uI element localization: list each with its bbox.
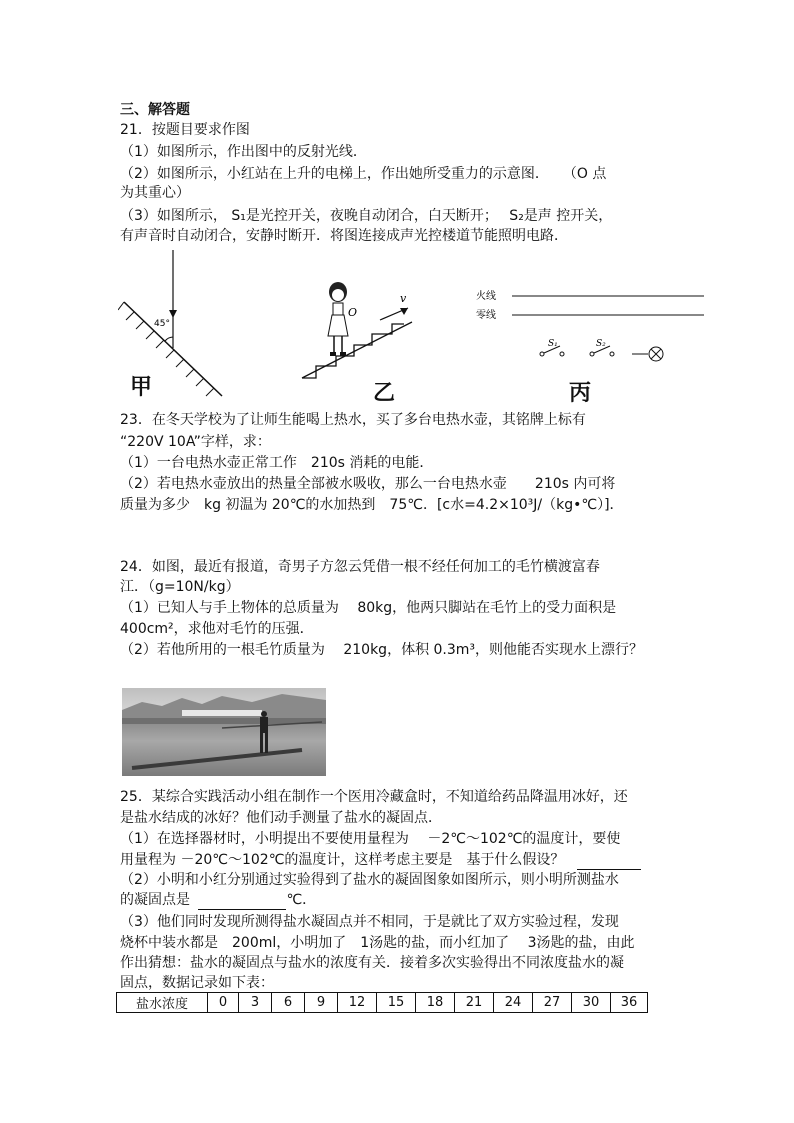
bamboo-crossing-photo [122,688,326,776]
girl-icon [328,282,348,356]
q25-line6 [120,890,316,910]
table-cell: 3 [239,993,272,1013]
q25-line1: 25．某综合实践活动小组在制作一个医用冷藏盒时，不知道给药品降温用冰好，还 [120,789,628,805]
q23-line1: 23．在冬天学校为了让师生能喝上热水，买了多台电热水壶，其铭牌上标有 [120,412,586,428]
figure-bing-circuit [472,286,706,370]
q24-line4: 400cm²，求他对毛竹的压强． [120,621,314,637]
q25-line9: 作出猜想：盐水的凝固点与盐水的浓度有关．接着多次实验得出不同浓度盐水的凝 [120,955,624,971]
section-title: 三、解答题 [120,102,190,118]
figure-yi-label: 乙 [373,381,396,406]
ray-arrow-icon [169,310,177,318]
s1-label: S₁ [548,339,558,349]
answer-blank-1[interactable] [577,855,641,870]
q24-line2: 江．（g=10N/kg） [120,579,240,595]
q21-part3-line1: （3）如图所示， S₁是光控开关，夜晚自动闭合，白天断开； S₂是声 控开关， [120,208,613,224]
q25-line4 [120,850,641,870]
velocity-label: v [400,292,407,305]
q23-line3: （1）一台电热水壶正常工作 210s 消耗的电能． [120,455,434,471]
table-cell: 6 [272,993,305,1013]
neutral-wire-label: 零线 [476,310,496,321]
q25-line4-text: 用量程为 －20℃～102℃的温度计，这样考虑主要是 基于什么假设？ [120,852,565,868]
q23-line5: 质量为多少 kg 初温为 20℃的水加热到 75℃．[c水=4.2×10³J/（kg•℃）]． [120,497,624,513]
live-wire-label: 火线 [476,291,496,302]
q25-line6-text: 的凝固点是 [120,892,190,908]
concentration-table [116,992,648,1013]
q24-line5: （2）若他所用的一根毛竹质量为 210kg，体积 0.3m³，则他能否实现水上漂行？ [120,642,644,658]
table-row [117,993,648,1013]
table-cell: 9 [305,993,338,1013]
q21-part3-line2: 有声音时自动闭合，安静时断开．将图连接成声光控楼道节能照明电路． [120,228,568,244]
q23-line2: “220V 10A”字样，求： [120,434,271,450]
table-cell: 0 [208,993,239,1013]
q25-line7: （3）他们同时发现所测得盐水凝固点并不相同，于是就比了双方实验过程，发现 [120,914,619,930]
figure-jia-label: 甲 [130,375,153,400]
table-cell: 15 [377,993,416,1013]
q25-line5: （2）小明和小红分别通过实验得到了盐水的凝固图象如图所示，则小明所测盐水 [120,872,619,888]
table-cell: 30 [572,993,611,1013]
q24-line1: 24．如图，最近有报道，奇男子方忽云凭借一根不经任何加工的毛竹横渡富春 [120,559,600,575]
q25-line2: 是盐水结成的冰好？他们动手测量了盐水的凝固点． [120,810,442,826]
table-cell: 24 [494,993,533,1013]
angle-label: 45° [154,319,170,329]
figure-yi-escalator [300,282,420,382]
figure-bing-label: 丙 [569,381,592,406]
q24-line3: （1）已知人与手上物体的总质量为 80kg，他两只脚站在毛竹上的受力面积是 [120,600,617,616]
q25-line3: （1）在选择器材时，小明提出不要使用量程为 －2℃～102℃的温度计，要使 [120,831,621,847]
q21-part2-line1: （2）如图所示，小红站在上升的电梯上，作出她所受重力的示意图． （O 点 [120,166,607,182]
q25-line10: 固点，数据记录如下表： [120,975,274,991]
q25-line6-unit: ℃． [286,892,317,908]
center-of-gravity-label: O [348,306,358,319]
s2-label: S₂ [596,339,606,349]
table-cell: 27 [533,993,572,1013]
table-cell: 12 [338,993,377,1013]
table-cell: 21 [455,993,494,1013]
q21-part2-line2: 为其重心） [120,185,190,201]
table-header-cell: 盐水浓度 [117,993,208,1013]
table-cell: 36 [611,993,648,1013]
q23-line4: （2）若电热水壶放出的热量全部被水吸收，那么一台电热水壶 210s 内可将 [120,476,616,492]
q25-line8: 烧杯中装水都是 200ml，小明加了 1汤匙的盐，而小红加了 3汤匙的盐，由此 [120,935,635,951]
table-cell: 18 [416,993,455,1013]
q21-part1: （1）如图所示，作出图中的反射光线． [120,144,367,160]
q21-stem: 21．按题目要求作图 [120,122,250,138]
answer-blank-2[interactable] [198,895,286,910]
lamp-icon [632,347,663,361]
